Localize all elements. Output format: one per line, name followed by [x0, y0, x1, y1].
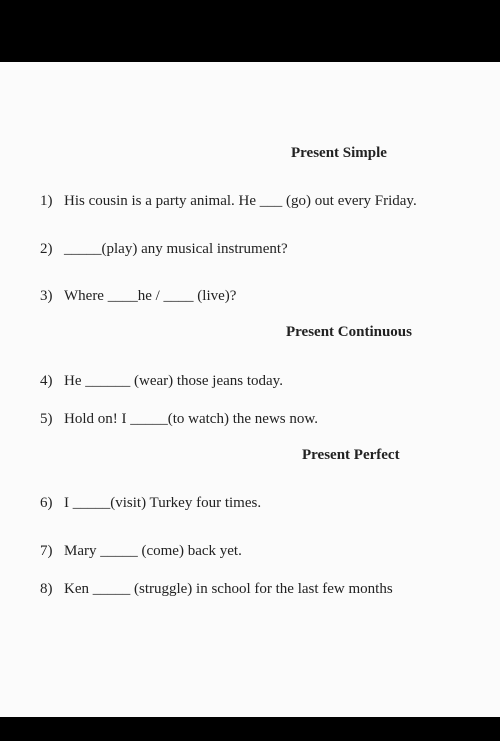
item-text: Where ____he / ____ (live)? — [64, 288, 237, 304]
exercise-item-6 — [40, 495, 261, 512]
section-heading-present-simple: Present Simple — [291, 145, 387, 161]
worksheet-page — [0, 62, 500, 717]
exercise-item-8 — [40, 581, 393, 598]
item-text: _____(play) any musical instrument? — [64, 241, 288, 257]
item-text: Mary _____ (come) back yet. — [64, 543, 242, 559]
item-text: Hold on! I _____(to watch) the news now. — [64, 411, 318, 427]
item-text: Ken _____ (struggle) in school for the last few months — [64, 581, 393, 597]
item-number: 2) — [40, 241, 53, 257]
exercise-item-1 — [40, 193, 417, 210]
item-number: 4) — [40, 373, 53, 389]
item-number: 5) — [40, 411, 53, 427]
item-text: He ______ (wear) those jeans today. — [64, 373, 283, 389]
item-number: 8) — [40, 581, 53, 597]
exercise-item-3 — [40, 288, 236, 305]
item-number: 6) — [40, 495, 53, 511]
exercise-item-4 — [40, 373, 283, 390]
item-number: 3) — [40, 288, 53, 304]
item-number: 7) — [40, 543, 53, 559]
section-heading-present-perfect: Present Perfect — [302, 447, 400, 463]
exercise-item-5 — [40, 411, 318, 428]
item-text: I _____(visit) Turkey four times. — [64, 495, 262, 511]
item-number: 1) — [40, 193, 53, 209]
item-text: His cousin is a party animal. He ___ (go) out every Friday. — [64, 193, 417, 209]
section-heading-present-continuous: Present Continuous — [286, 324, 412, 340]
exercise-item-7 — [40, 543, 242, 560]
exercise-item-2 — [40, 241, 288, 258]
